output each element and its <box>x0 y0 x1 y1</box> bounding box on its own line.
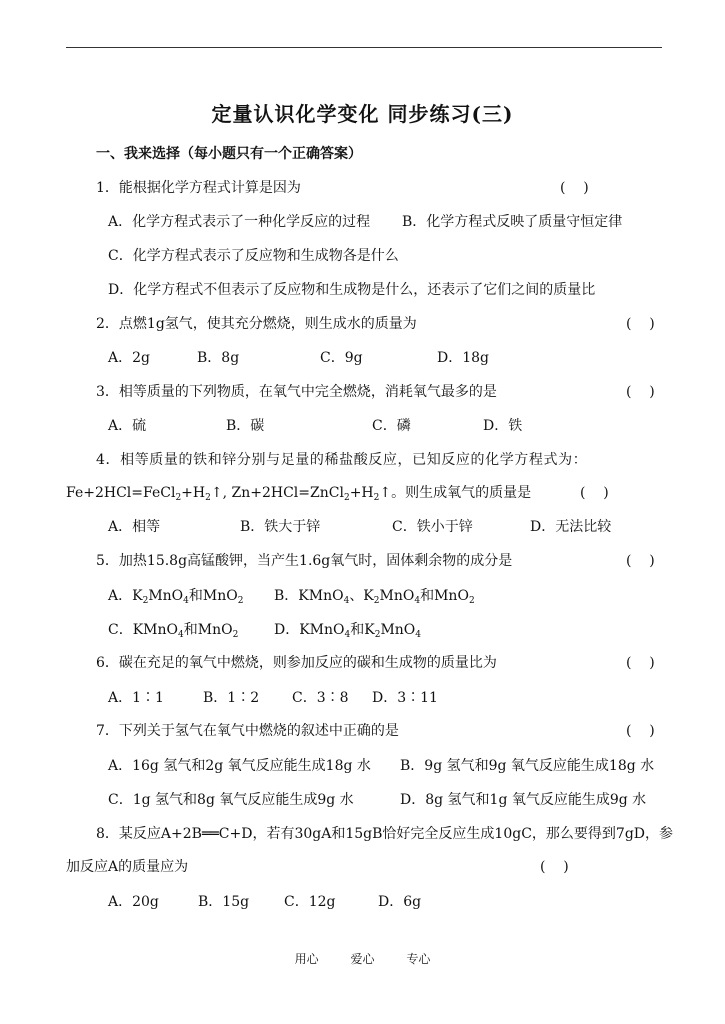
question-1-blank: ( ) <box>560 180 589 196</box>
question-1-option-c: C．化学方程式表示了反应物和生成物各是什么 <box>108 248 399 264</box>
question-1-option-d: D．化学方程式不但表示了反应物和生成物是什么，还表示了它们之间的质量比 <box>108 282 596 298</box>
question-6-stem: 6．碳在充足的氧气中燃烧，则参加反应的碳和生成物的质量比为 <box>96 655 497 671</box>
footer-word-2: 爱心 <box>350 952 375 966</box>
question-6-option-d: D．3∶11 <box>372 690 438 706</box>
question-4-equation <box>66 484 531 502</box>
equation-2-text-h: +H <box>349 485 374 501</box>
equation-1-text: Fe+2HCl=FeCl <box>66 485 176 501</box>
question-5-option-d: D．KMnO$_4$和$K_2MnO_4$ <box>274 622 422 640</box>
question-1-option-a: A．化学方程式表示了一种化学反应的过程 <box>108 214 371 230</box>
section-heading: 一、我来选择（每小题只有一个正确答案） <box>96 146 362 162</box>
question-6-option-b: B．1∶2 <box>203 690 260 706</box>
question-2-option-d: D．18g <box>437 350 490 366</box>
equation-1-subscript: 2 <box>175 493 182 503</box>
equation-1-arrow: ↑, <box>210 485 228 501</box>
question-3-option-b: B．碳 <box>226 418 265 434</box>
question-2-option-b: B．8g <box>197 350 240 366</box>
question-4-option-d: D．无法比较 <box>530 519 612 535</box>
equation-1-subscript-h: 2 <box>205 493 211 503</box>
footer-word-1: 用心 <box>294 952 319 966</box>
question-2-stem: 2．点燃1g氢气，使其充分燃烧，则生成水的质量为 <box>96 316 417 332</box>
page-footer <box>0 950 725 967</box>
question-6-option-c: C．3∶8 <box>292 690 349 706</box>
equation-2-text: Zn+2HCl=ZnCl <box>227 485 344 501</box>
question-7-stem: 7．下列关于氢气在氧气中燃烧的叙述中正确的是 <box>96 723 399 739</box>
question-3-stem: 3．相等质量的下列物质，在氧气中完全燃烧，消耗氧气最多的是 <box>96 384 497 400</box>
question-7-option-a: A．16g 氢气和2g 氧气反应能生成18g 水 <box>108 758 371 774</box>
question-8-option-c: C．12g <box>284 894 336 910</box>
question-1-stem: 1．能根据化学方程式计算是因为 <box>96 180 301 196</box>
question-8-option-a: A．20g <box>108 894 159 910</box>
equation-2-arrow: ↑ <box>379 485 392 501</box>
question-4-stem: 4．相等质量的铁和锌分别与足量的稀盐酸反应，已知反应的化学方程式为： <box>96 452 588 468</box>
question-4-stem-2: 。则生成氧气的质量是 <box>391 485 532 501</box>
question-1-option-b: B．化学方程式反映了质量守恒定律 <box>402 214 623 230</box>
footer-word-3: 专心 <box>406 952 431 966</box>
header-rule <box>66 47 662 48</box>
question-8-stem-2: 加反应A的质量应为 <box>66 859 189 875</box>
equation-1-text-h: +H <box>181 485 206 501</box>
question-5-stem: 5．加热15.8g高锰酸钾，当产生1.6g氧气时，固体剩余物的成分是 <box>96 553 513 569</box>
question-7-option-b: B．9g 氢气和9g 氧气反应能生成18g 水 <box>400 758 655 774</box>
question-3-option-a: A．硫 <box>108 418 147 434</box>
question-8-blank: ( ) <box>540 859 569 875</box>
question-7-option-d: D．8g 氢气和1g 氧气反应能生成9g 水 <box>400 792 647 808</box>
question-7-blank: ( ) <box>626 723 655 739</box>
question-4-blank: ( ) <box>580 485 609 501</box>
question-6-blank: ( ) <box>626 655 655 671</box>
question-2-option-a: A．2g <box>108 350 150 366</box>
question-5-option-c: C．KMnO$_4$和MnO$_2$ <box>108 622 239 640</box>
equation-2-subscript-h: 2 <box>373 493 380 503</box>
question-7-option-c: C．1g 氢气和8g 氧气反应能生成9g 水 <box>108 792 354 808</box>
question-4-option-c: C．铁小于锌 <box>392 519 473 535</box>
question-3-option-d: D．铁 <box>483 418 523 434</box>
question-6-option-a: A．1∶1 <box>108 690 164 706</box>
question-2-blank: ( ) <box>626 316 655 332</box>
page-title: 定量认识化学变化 同步练习(三) <box>211 102 514 126</box>
question-5-option-b: B．KMnO$_4$、$K_2MnO_4$和MnO$_2$ <box>274 588 475 606</box>
question-4-option-a: A．相等 <box>108 519 161 535</box>
question-2-option-c: C．9g <box>320 350 363 366</box>
question-5-blank: ( ) <box>626 553 655 569</box>
question-5-option-a: A．$K_2MnO_4$和MnO$_2$ <box>108 588 244 606</box>
question-8-stem: 8．某反应A+2B══C+D，若有30gA和15gB恰好完全反应生成10gC，那么要得到7gD，参 <box>96 826 673 842</box>
question-3-option-c: C．磷 <box>372 418 411 434</box>
question-3-blank: ( ) <box>626 384 655 400</box>
question-8-option-d: D．6g <box>378 894 422 910</box>
question-8-option-b: B．15g <box>198 894 250 910</box>
equation-2-subscript: 2 <box>343 493 350 503</box>
question-4-option-b: B．铁大于锌 <box>240 519 321 535</box>
